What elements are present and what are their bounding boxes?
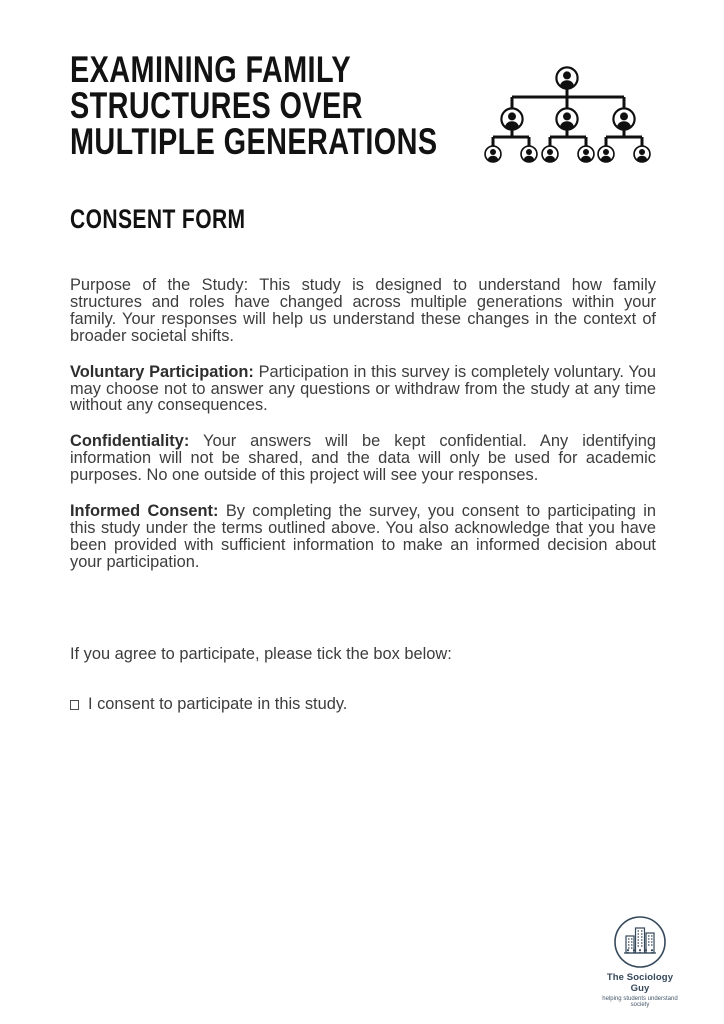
consent-checkbox[interactable] (70, 700, 79, 710)
consent-checkbox-label: I consent to participate in this study. (88, 695, 348, 713)
city-buildings-icon (613, 915, 667, 969)
consent-text (70, 277, 656, 590)
logo-name: The Sociology Guy (606, 972, 674, 994)
paragraph-voluntary (70, 364, 656, 415)
page-title (70, 49, 438, 162)
consent-line (70, 696, 656, 713)
paragraph-confidentiality-label: Confidentiality: (70, 432, 190, 451)
family-tree-icon (479, 57, 659, 167)
paragraph-informed-consent-text: By completing the survey, you consent to participating in this study under the terms outlined above. You also acknowledge that you have been provided with sufficient information to make an informed decision about your participation. (70, 502, 656, 571)
paragraph-purpose-text: Purpose of the Study: This study is designed to understand how family structures and roles have changed across multiple generations within your family. Your responses will help us understand these changes in the context of broader societal shifts. (70, 276, 656, 345)
section-heading: CONSENT FORM (70, 204, 246, 234)
paragraph-informed-consent (70, 503, 656, 571)
paragraph-confidentiality-text: Your answers will be kept confidential. Any identifying information will not be shared, and the data will only be used for academic purposes. No one outside of this project will see your responses. (70, 432, 657, 485)
agreement-instruction: If you agree to participate, please tick the box below: (70, 645, 452, 663)
title-line-2: STRUCTURES OVER (70, 85, 363, 126)
title-line-3: MULTIPLE GENERATIONS (70, 121, 438, 162)
paragraph-voluntary-text: Participation in this survey is completely voluntary. You may choose not to answer any questions or withdraw from the study at any time without any consequences. (70, 362, 656, 415)
paragraph-purpose (70, 277, 656, 345)
logo-tagline: helping students understand society (602, 996, 678, 1008)
paragraph-voluntary-label: Voluntary Participation: (70, 362, 254, 381)
paragraph-informed-consent-label: Informed Consent: (70, 502, 219, 521)
sociology-guy-logo (597, 915, 683, 1008)
paragraph-confidentiality (70, 433, 656, 484)
title-line-1: EXAMINING FAMILY (70, 49, 351, 90)
